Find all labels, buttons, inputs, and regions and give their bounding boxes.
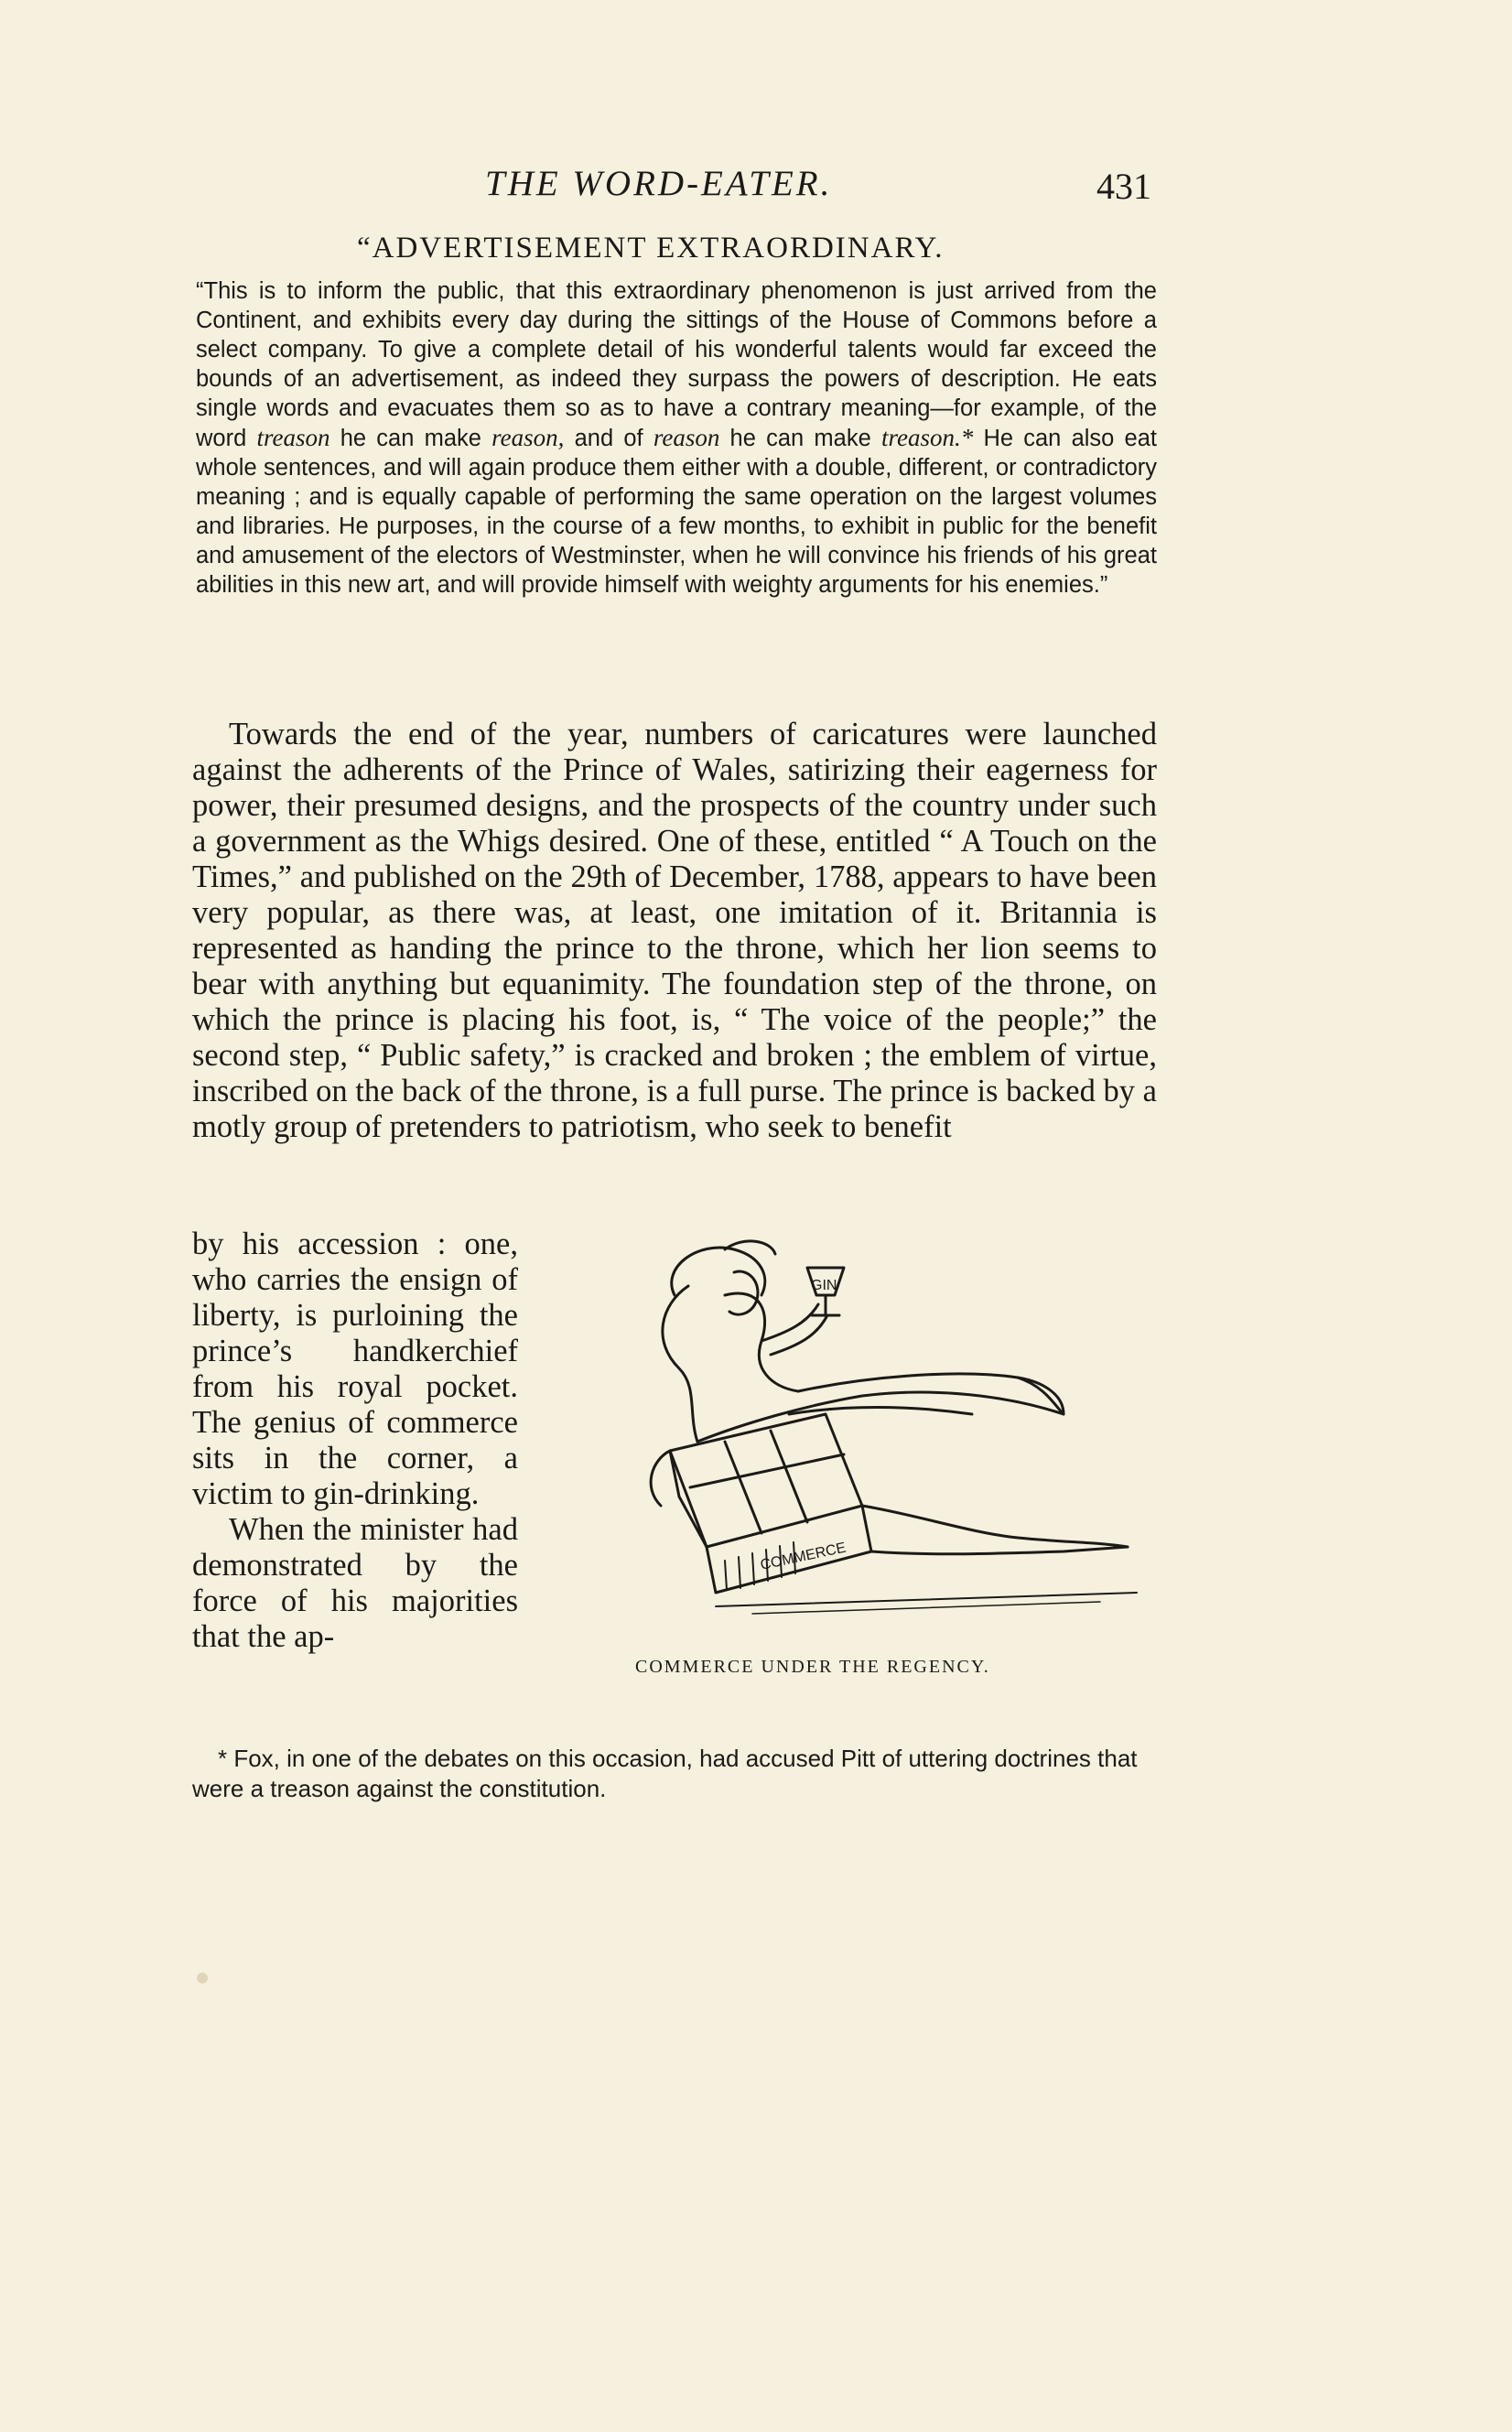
- page-number: 431: [1096, 166, 1151, 207]
- ad-text-1: “This is to inform the public, that this extraordinary phenomenon is just arrived from the Continent, and exhibits every day during the sittings of the House of Commons before a select company. To give a complete detail of his wonderful talents would far exceed the bounds of an advertisement, as indeed they surpass the powers of description. He eats single words and evacuates them so as to have a contrary meaning—for example, of the word: [196, 278, 1157, 451]
- ad-word-reason: reason,: [491, 424, 565, 451]
- gin-label: GIN: [811, 1278, 837, 1293]
- ad-text-2: he can make: [329, 426, 492, 451]
- advertisement-heading: “ADVERTISEMENT EXTRAORDINARY.: [357, 232, 945, 265]
- ad-word-reason-2: reason: [653, 424, 720, 451]
- body-column-part-2: When the minister had demonstrated by the force of his majorities that the ap-: [192, 1512, 518, 1654]
- ad-text-5: He can also eat whole sentences, and will again produce them either with a double, different, or contradictory meaning ; and is equally capable of performing the same operation on the largest volumes and libraries. He purposes, in the course of a few months, to exhibit in public for the benefit and amusement of the electors of Westminster, when he will convince his friends of his great abilities in this new art, and will provide himself with weighty arguments for his enemies.”: [196, 426, 1157, 598]
- commerce-label: COMMERCE: [759, 1540, 848, 1573]
- advertisement-body: [196, 276, 1157, 600]
- illustration-caption: COMMERCE UNDER THE REGENCY.: [635, 1657, 990, 1677]
- commerce-illustration: [588, 1231, 1155, 1652]
- advertisement-paragraph: [196, 276, 1157, 600]
- paper-smudge: [197, 1973, 208, 1983]
- ad-text-4: he can make: [719, 426, 881, 451]
- body-column-part-1: by his accession : one, who carries the ensign of liberty, is purloining the prince’s handkerchief from his royal pocket. The genius of commerce sits in the corner, a victim to gin-drinking.: [192, 1227, 518, 1511]
- footnote: * Fox, in one of the debates on this occasion, had accused Pitt of uttering doctrines that were a treason against the constitution.: [192, 1745, 1138, 1802]
- ad-word-treason-2: treason.*: [880, 424, 974, 451]
- body-paragraph-top: Towards the end of the year, numbers of caricatures were launched against the adherents of the Prince of Wales, satirizing their eagerness for power, their presumed designs, and the prospects of the country under such a government as the Whigs desired. One of these, entitled “ A Touch on the Times,” and published on the 29th of December, 1788, appears to have been very popular, as there was, at least, one imitation of it. Britannia is represented as handing the prince to the throne, which her lion seems to bear with anything but equanimity. The foundation step of the throne, on which the prince is placing his foot, is, “ The voice of the people;” the second step, “ Public safety,” is cracked and broken ; the emblem of virtue, inscribed on the back of the throne, is a full purse. The prince is backed by a motly group of pretenders to patriotism, who seek to benefit: [192, 717, 1157, 1144]
- ad-text-3: and of: [564, 426, 653, 451]
- body-column: [192, 1227, 518, 1655]
- ad-word-treason: treason: [256, 424, 330, 451]
- running-title: THE WORD-EATER.: [485, 164, 833, 203]
